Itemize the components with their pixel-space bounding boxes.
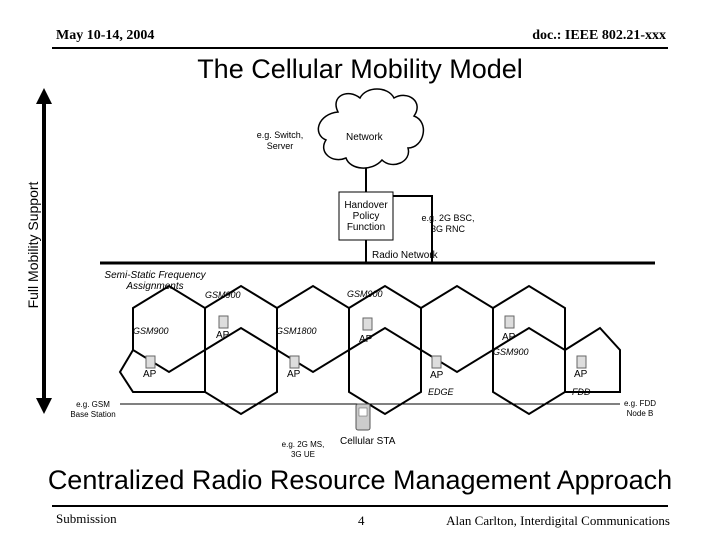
ap-label: AP — [359, 334, 373, 345]
cell-label-gsm900-b: GSM900 — [347, 289, 383, 299]
side-label: Full Mobility Support — [25, 181, 41, 309]
ap-label: AP — [430, 370, 444, 381]
ap-antenna-icon — [432, 356, 441, 368]
cell-label-fdd: FDD — [572, 387, 591, 397]
approach-heading: Centralized Radio Resource Management Approach — [47, 465, 673, 495]
ap-antenna-icon — [290, 356, 299, 368]
footer-page-number: 4 — [358, 513, 365, 528]
network-cloud — [318, 89, 423, 168]
footer-submission: Submission — [56, 511, 117, 526]
slide-title: The Cellular Mobility Model — [197, 54, 523, 84]
cellular-sta-icon — [356, 404, 370, 430]
gsm-base-note: e.g. GSM Base Station — [70, 400, 116, 419]
ap-antenna-icon — [363, 318, 372, 330]
ap-antenna-icon — [505, 316, 514, 328]
footer-rule — [52, 505, 668, 507]
fdd-node-note: e.g. FDD Node B — [623, 399, 656, 418]
cell-label-gsm1800: GSM1800 — [276, 326, 317, 336]
cell-label-edge: EDGE — [428, 387, 454, 397]
cell-label-gsm900-a: GSM900 — [205, 290, 241, 300]
mobility-double-arrow — [36, 88, 52, 414]
ap-label: AP — [287, 369, 301, 380]
cell-label-gsm900-d: GSM900 — [493, 347, 529, 357]
ap-label: AP — [574, 369, 588, 380]
ap-label: AP — [143, 369, 157, 380]
footer-author: Alan Carlton, Interdigital Communications — [446, 513, 670, 528]
cellular-sta-label: Cellular STA — [340, 436, 396, 447]
network-label: Network — [346, 132, 383, 143]
switch-note: e.g. Switch, Server — [256, 130, 304, 151]
semi-static-label: Semi-Static Frequency Assignments — [104, 270, 206, 292]
ap-antenna-icon — [146, 356, 155, 368]
ap-antenna-icon — [577, 356, 586, 368]
ap-label: AP — [502, 332, 516, 343]
handover-label: Handover Policy Function — [344, 200, 388, 233]
header-doc-id: doc.: IEEE 802.21-xxx — [532, 28, 666, 43]
ap-antenna-icon — [219, 316, 228, 328]
cell-label-gsm900-c: GSM900 — [133, 326, 169, 336]
ms-note: e.g. 2G MS, 3G UE — [281, 440, 325, 459]
bsc-note: e.g. 2G BSC, 3G RNC — [421, 213, 475, 234]
ap-label: AP — [216, 330, 230, 341]
radio-network-label: Radio Network — [372, 250, 438, 261]
hex-edge-right — [565, 328, 620, 392]
header-date: May 10-14, 2004 — [56, 28, 155, 43]
